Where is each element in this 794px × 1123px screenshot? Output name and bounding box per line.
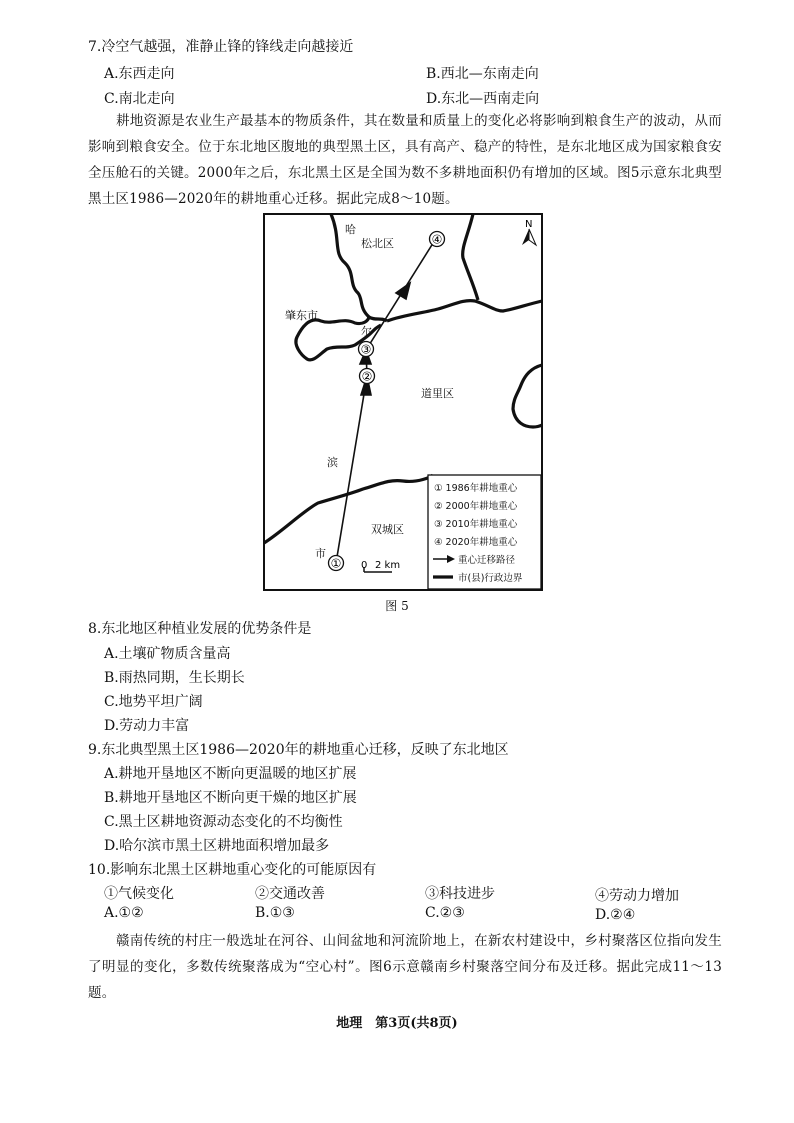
q10-stem: 10.影响东北黑土区耕地重心变化的可能原因有 (88, 862, 377, 878)
scale-label: 2 km (375, 560, 401, 571)
point-label-4: ④ (431, 232, 443, 247)
q10-option-c: C.②③ (425, 905, 465, 921)
q8-option-c: C.地势平坦广阔 (104, 694, 203, 710)
label-shi: 市 (315, 547, 326, 560)
q7-stem: 7.冷空气越强，准静止锋的锋线走向越接近 (88, 39, 354, 55)
q7-option-a: A.东西走向 (104, 66, 175, 82)
point-label-2: ② (361, 369, 373, 384)
north-label: N (525, 219, 533, 230)
label-ha: 哈 (345, 223, 356, 236)
q8-option-b: B.雨热同期，生长期长 (104, 670, 245, 686)
passage-1: 耕地资源是农业生产最基本的物质条件，其在数量和质量上的变化必将影响到粮食生产的波动，从而影响到粮食安全。位于东北地区腹地的典型黑土区，具有高产、稳产的特性，是东北地区成为国家粮食安全压舱石的关键。2000年之后，东北黑土区是全国为数不多耕地面积仍有增加的区域。图5示意东北典型黑土区1986—2020年的耕地重心迁移。据此完成8～10题。 (88, 113, 722, 207)
q10-option-d: D.②④ (595, 907, 636, 923)
q10-option-b: B.①③ (255, 905, 295, 921)
figure-5-caption: 图 5 (385, 599, 409, 613)
q10-factor-2: ②交通改善 (255, 886, 325, 902)
figure-5-map (263, 213, 543, 591)
point-label-1: ① (330, 556, 342, 571)
q7-option-b: B.西北—东南走向 (426, 66, 539, 82)
q10-factor-1: ①气候变化 (104, 886, 174, 902)
q10-option-a: A.①② (104, 905, 144, 921)
q9-option-b: B.耕地开垦地区不断向更干燥的地区扩展 (104, 790, 357, 806)
q7-option-d: D.东北—西南走向 (426, 91, 540, 107)
legend-boundary: 市(县)行政边界 (458, 573, 523, 584)
legend-2010: ③ 2010年耕地重心 (434, 519, 518, 530)
passage-2: 赣南传统的村庄一般选址在河谷、山间盆地和河流阶地上，在新农村建设中，乡村聚落区位指向发生了明显的变化，多数传统聚落成为“空心村”。图6示意赣南乡村聚落空间分布及迁移。据此完成11～13题。 (88, 933, 722, 1001)
scale-bar (361, 560, 400, 572)
scale-zero: 0 (361, 560, 368, 571)
q7-option-c: C.南北走向 (104, 91, 175, 107)
legend-2020: ④ 2020年耕地重心 (434, 537, 518, 548)
q10-factor-3: ③科技进步 (425, 886, 495, 902)
label-bin: 滨 (327, 456, 338, 469)
q9-stem: 9.东北典型黑土区1986—2020年的耕地重心迁移，反映了东北地区 (88, 742, 509, 758)
page-footer: 地理 第3页(共8页) (336, 1016, 458, 1031)
q9-option-a: A.耕地开垦地区不断向更温暖的地区扩展 (104, 766, 357, 782)
q8-option-d: D.劳动力丰富 (104, 718, 190, 734)
label-songbei: 松北区 (361, 237, 394, 250)
legend-2000: ② 2000年耕地重心 (434, 501, 518, 512)
legend-path: 重心迁移路径 (458, 555, 516, 566)
legend-1986: ① 1986年耕地重心 (434, 483, 518, 494)
q10-factor-4: ④劳动力增加 (595, 888, 679, 904)
label-daoli: 道里区 (421, 387, 454, 400)
label-shuangcheng: 双城区 (371, 523, 404, 536)
label-zhaodong: 肇东市 (285, 309, 318, 322)
map-legend (428, 475, 541, 589)
q8-option-a: A.土壤矿物质含量高 (104, 646, 231, 662)
q9-option-d: D.哈尔滨市黑土区耕地面积增加最多 (104, 838, 330, 854)
point-label-3: ③ (360, 342, 372, 357)
q8-stem: 8.东北地区种植业发展的优势条件是 (88, 621, 312, 637)
q9-option-c: C.黑土区耕地资源动态变化的不均衡性 (104, 814, 343, 830)
label-er: 尔 (361, 325, 372, 338)
